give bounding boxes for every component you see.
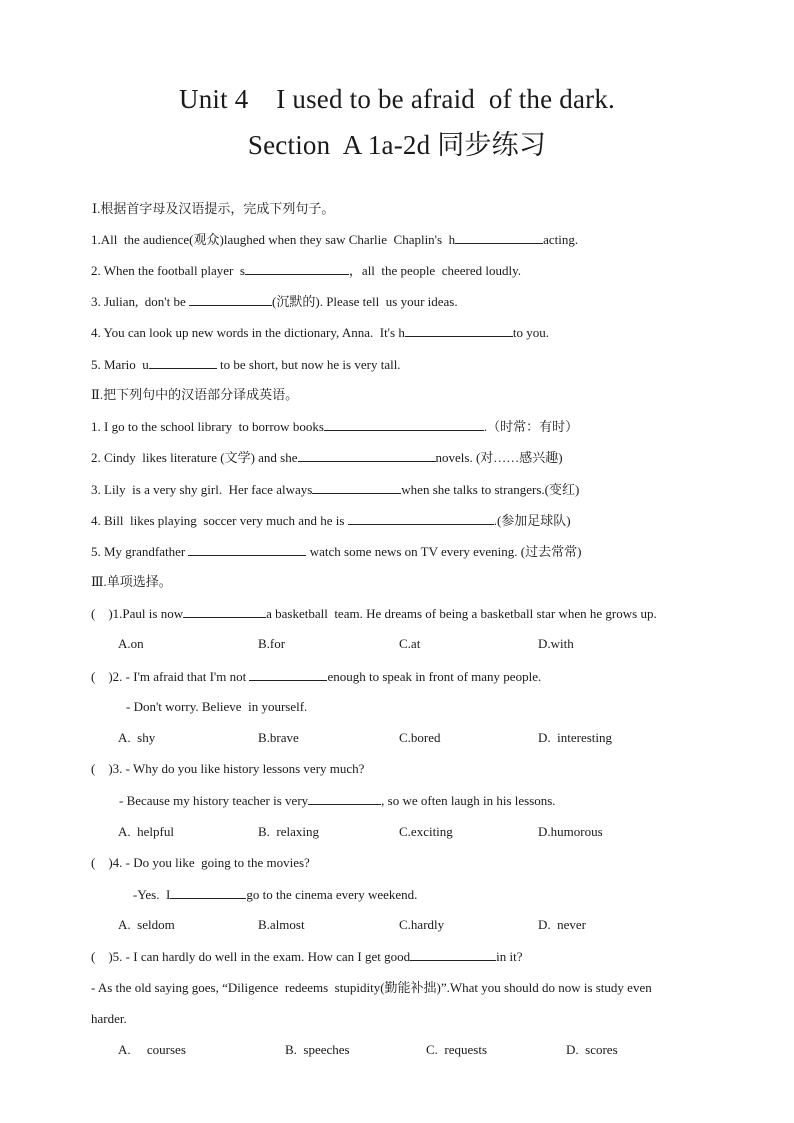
question-text: 4. Bill likes playing soccer very much and he is — [91, 513, 348, 528]
question-text: in it? — [496, 949, 523, 964]
question-text: go to the cinema every weekend. — [246, 887, 418, 902]
question-text: watch some news on TV every evening. (过去常常) — [306, 544, 582, 559]
part2-question-3 — [91, 481, 579, 498]
option-b[interactable]: B.brave — [258, 730, 299, 745]
question-reply: - As the old saying goes, “Diligence redeems stupidity(勤能补拙)”.What you should do now is study even — [91, 980, 652, 995]
part2-question-4 — [91, 512, 571, 529]
page-title-line1: Unit 4 I used to be afraid of the dark. — [179, 84, 615, 114]
answer-blank[interactable] — [188, 543, 306, 556]
answer-blank[interactable] — [189, 293, 272, 306]
question-text: to you. — [512, 325, 549, 340]
answer-blank[interactable] — [324, 418, 484, 431]
part1-heading: Ⅰ.根据首字母及汉语提示，完成下列句子。 — [92, 201, 335, 216]
option-b[interactable]: B. speeches — [285, 1042, 350, 1057]
answer-blank[interactable] — [312, 481, 401, 494]
option-c[interactable]: C.bored — [399, 730, 441, 745]
option-c[interactable]: C.at — [399, 636, 421, 651]
option-c[interactable]: C. requests — [426, 1042, 488, 1057]
part1-question-1 — [91, 231, 578, 248]
part1-question-5 — [91, 356, 401, 373]
question-text: acting. — [543, 232, 579, 247]
answer-blank[interactable] — [405, 324, 513, 337]
question-text: to be short, but now he is very tall. — [216, 357, 401, 372]
question-reply: - Don't worry. Believe in yourself. — [126, 699, 308, 714]
part2-question-1 — [91, 418, 578, 435]
option-a[interactable]: A. seldom — [118, 917, 175, 932]
question-reply-continued: harder. — [91, 1011, 127, 1026]
answer-blank[interactable] — [348, 512, 494, 525]
option-a[interactable]: A.on — [118, 636, 144, 651]
part3-question-3: ( )3. - Why do you like history lessons very much? — [91, 761, 365, 776]
question-text: 2. Cindy likes literature (文学) and she — [91, 450, 298, 465]
part3-question-2 — [91, 668, 541, 685]
answer-blank[interactable] — [298, 449, 436, 462]
question-text: 3. Julian, don't be — [91, 294, 190, 309]
answer-blank[interactable] — [183, 605, 266, 618]
question-text: 3. Lily is a very shy girl. Her face always — [91, 482, 313, 497]
part2-question-2 — [91, 449, 563, 466]
part1-question-2 — [91, 262, 521, 279]
answer-blank[interactable] — [308, 792, 381, 805]
question-text: .（时常：有时） — [483, 419, 579, 434]
option-d[interactable]: D. never — [538, 917, 587, 932]
question-text: .(参加足球队) — [493, 513, 571, 528]
question-text: 5. My grandfather — [91, 544, 189, 559]
question-text: -Yes. I — [133, 887, 171, 902]
question-text: 5. Mario u — [91, 357, 149, 372]
option-c[interactable]: C.exciting — [399, 824, 453, 839]
part3-question-5 — [91, 948, 522, 965]
question-text: 1. I go to the school library to borrow books — [91, 419, 324, 434]
part3-heading: Ⅲ.单项选择。 — [91, 574, 172, 589]
option-b[interactable]: B. relaxing — [258, 824, 320, 839]
question-text: ( )2. - I'm afraid that I'm not — [91, 669, 250, 684]
part3-question-1 — [91, 605, 657, 622]
part1-question-3 — [91, 293, 458, 310]
question-text: enough to speak in front of many people. — [327, 669, 542, 684]
question-text: 4. You can look up new words in the dictionary, Anna. It's h — [91, 325, 405, 340]
question-text: when she talks to strangers.(变红) — [401, 482, 580, 497]
option-d[interactable]: D. interesting — [538, 730, 613, 745]
option-d[interactable]: D.with — [538, 636, 574, 651]
answer-blank[interactable] — [455, 231, 543, 244]
question-text: - Because my history teacher is very — [119, 793, 309, 808]
option-b[interactable]: B.for — [258, 636, 286, 651]
question-text: ，all the people cheered loudly. — [348, 263, 521, 278]
question-text: 2. When the football player s — [91, 263, 245, 278]
answer-blank[interactable] — [249, 668, 327, 681]
part2-question-5 — [91, 543, 581, 560]
part1-question-4 — [91, 324, 549, 341]
option-c[interactable]: C.hardly — [399, 917, 445, 932]
part3-question-4: ( )4. - Do you like going to the movies? — [91, 855, 310, 870]
question-text: , so we often laugh in his lessons. — [381, 793, 556, 808]
answer-blank[interactable] — [245, 262, 349, 275]
question-text: (沉默的). Please tell us your ideas. — [272, 294, 458, 309]
question-reply — [119, 792, 556, 809]
answer-blank[interactable] — [170, 886, 246, 899]
page-title-line2: Section A 1a-2d 同步练习 — [247, 130, 547, 160]
option-d[interactable]: D.humorous — [538, 824, 603, 839]
option-a[interactable]: A. courses — [118, 1042, 186, 1057]
option-a[interactable]: A. shy — [118, 730, 156, 745]
question-text: a basketball team. He dreams of being a basketball star when he grows up. — [266, 606, 657, 621]
option-d[interactable]: D. scores — [566, 1042, 618, 1057]
question-text: 1.All the audience(观众)laughed when they saw Charlie Chaplin's h — [91, 232, 456, 247]
question-text: novels. (对……感兴趣) — [435, 450, 563, 465]
option-b[interactable]: B.almost — [258, 917, 305, 932]
part2-heading: Ⅱ.把下列句中的汉语部分译成英语。 — [91, 387, 299, 402]
option-a[interactable]: A. helpful — [118, 824, 174, 839]
question-text: ( )1.Paul is now — [91, 606, 184, 621]
answer-blank[interactable] — [410, 948, 496, 961]
question-text: ( )5. - I can hardly do well in the exam. How can I get good — [91, 949, 411, 964]
question-reply — [133, 886, 417, 903]
answer-blank[interactable] — [149, 356, 217, 369]
